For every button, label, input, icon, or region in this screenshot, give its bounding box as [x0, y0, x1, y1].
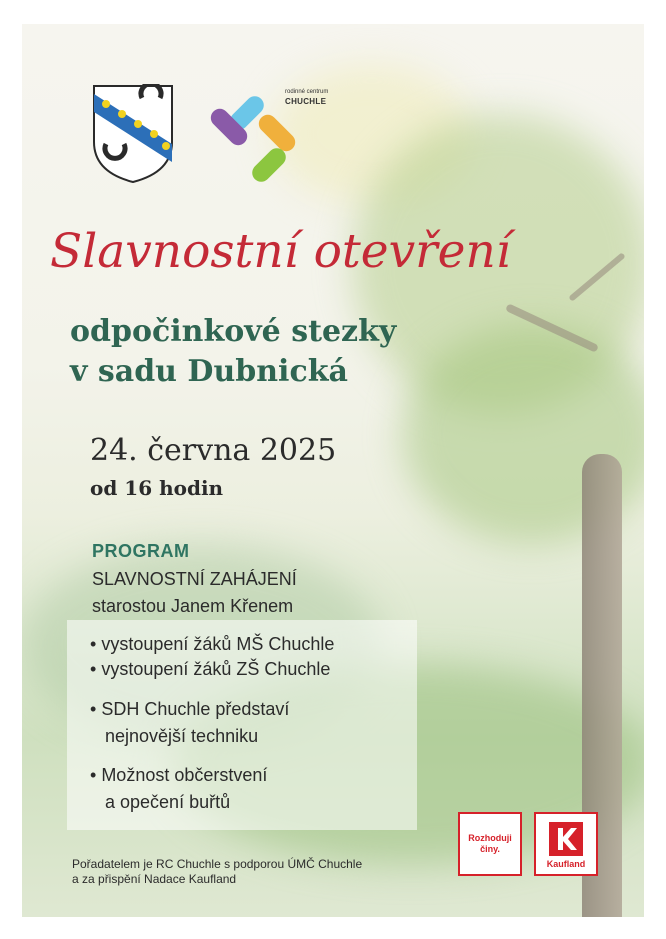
- event-title: Slavnostní otevření: [50, 224, 511, 279]
- program-item-text: vystoupení žáků ZŠ Chuchle: [101, 659, 331, 679]
- subtitle-line: odpočinkové stezky: [70, 314, 397, 349]
- badge-text: Rozhoduji: [468, 833, 512, 843]
- event-date: 24. června 2025: [90, 433, 337, 468]
- program-list-item: • Možnost občerstvení: [90, 765, 268, 785]
- badge-text: činy.: [480, 844, 500, 854]
- kaufland-logo-icon: [549, 822, 583, 856]
- kaufland-name: Kaufland: [546, 859, 586, 869]
- subtitle-line: v sadu Dubnická: [70, 354, 348, 389]
- organizer-note: [72, 857, 362, 887]
- event-time: od 16 hodin: [90, 476, 224, 500]
- program-item-text: vystoupení žáků MŠ Chuchle: [101, 634, 335, 654]
- program-item-text: nejnovější techniku: [105, 726, 259, 746]
- program-heading: PROGRAM: [92, 541, 190, 561]
- program-item-text: Možnost občerstvení: [101, 765, 268, 785]
- rozhoduji-ciny-badge: [458, 812, 522, 876]
- organizer-line: Pořadatelem je RC Chuchle s podporou ÚMČ Chuchle: [72, 857, 363, 871]
- event-subtitle: [70, 312, 396, 392]
- program-list-item: • vystoupení žáků MŠ Chuchle: [90, 634, 335, 654]
- program-opening-detail: starostou Janem Křenem: [92, 596, 294, 616]
- program-opening: SLAVNOSTNÍ ZAHÁJENÍ: [92, 569, 297, 589]
- rc-logo-title: CHUCHLE: [285, 97, 327, 106]
- program-list-item: • vystoupení žáků ZŠ Chuchle: [90, 659, 331, 679]
- program-item-text: SDH Chuchle představí: [101, 699, 290, 719]
- rc-logo-subtitle: rodinné centrum: [285, 89, 329, 95]
- municipal-crest-icon: [92, 84, 174, 184]
- organizer-line: a za přispění Nadace Kaufland: [72, 872, 237, 886]
- kaufland-badge: [534, 812, 598, 876]
- program-list-item: • SDH Chuchle představí: [90, 699, 290, 719]
- poster: [22, 24, 644, 917]
- program-item-text: a opečení buřtů: [105, 792, 231, 812]
